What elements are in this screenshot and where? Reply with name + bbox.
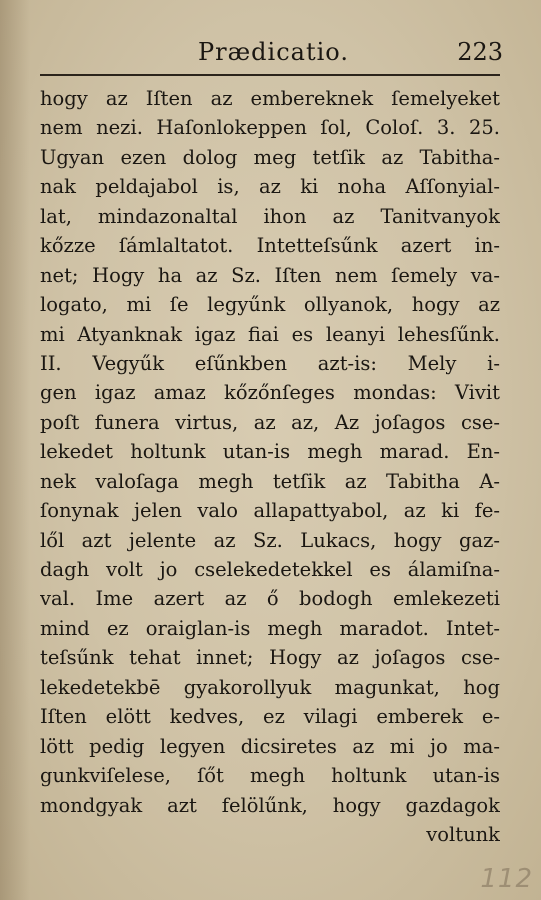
text-line: gunkviſelese, ſőt megh holtunk utan-is (40, 764, 500, 788)
text-line: poſt funera virtus, az az, Az joſagos cse- (40, 410, 500, 434)
text-line: val. Ime azert az ő bodogh emlekezeti (40, 587, 500, 611)
text-line: lől azt jelente az Sz. Lukacs, hogy gaz- (40, 528, 500, 552)
pencil-marginalia: 112 (480, 864, 533, 894)
text-line: net; Hogy ha az Sz. Iſten nem ſemely va- (40, 263, 500, 287)
running-title: Prædicatio. (198, 38, 349, 66)
text-line: II. Vegyűk eſűnkben azt-is: Mely i- (40, 351, 500, 375)
running-header (38, 38, 503, 68)
text-line: mondgyak azt felölűnk, hogy gazdagok (40, 793, 500, 817)
text-line: lat, mindazonaltal ihon az Tanitvanyok (40, 204, 500, 228)
text-line: hogy az Iſten az embereknek ſemelyeket (40, 87, 500, 110)
text-line: mind ez oraiglan-is megh maradot. Intet- (40, 616, 500, 640)
page-edge-shadow (0, 0, 30, 900)
text-line: lekedet holtunk utan-is megh marad. En- (40, 440, 500, 464)
text-line: nak peldajabol is, az ki noha Aſſonyial- (40, 175, 500, 199)
catchword-line: voltunk (426, 822, 500, 846)
text-line: Iſten elött kedves, ez vilagi emberek e- (40, 705, 500, 729)
text-line: nek valoſaga megh tetſik az Tabitha A- (40, 469, 500, 493)
text-line: Ugyan ezen dolog meg tetſik az Tabitha- (40, 145, 500, 169)
header-rule (40, 74, 500, 76)
body-text (40, 84, 500, 849)
text-line: dagh volt jo cselekedetekkel es álamiſna- (40, 558, 500, 581)
page-number: 223 (457, 38, 503, 66)
text-line: gen igaz amaz kőzőnſeges mondas: Vivit (40, 381, 500, 405)
text-line: teſsűnk tehat innet; Hogy az joſagos cse- (40, 646, 500, 670)
text-line: mi Atyanknak igaz fiai es leanyi lehesſűnk. (40, 322, 500, 346)
text-line: lekedetekbē gyakorollyuk magunkat, hog (40, 675, 500, 699)
text-line: logato, mi ſe legyűnk ollyanok, hogy az (40, 293, 500, 317)
text-line: nem nezi. Haſonlokeppen ſol, Coloſ. 3. 25. (40, 116, 500, 140)
text-line: lött pedig legyen dicsiretes az mi jo ma- (40, 734, 500, 758)
text-line: ſonynak jelen valo allapattyabol, az ki fe- (40, 499, 500, 523)
text-line: kőzze ſámlaltatot. Intetteſsűnk azert in- (40, 234, 500, 258)
